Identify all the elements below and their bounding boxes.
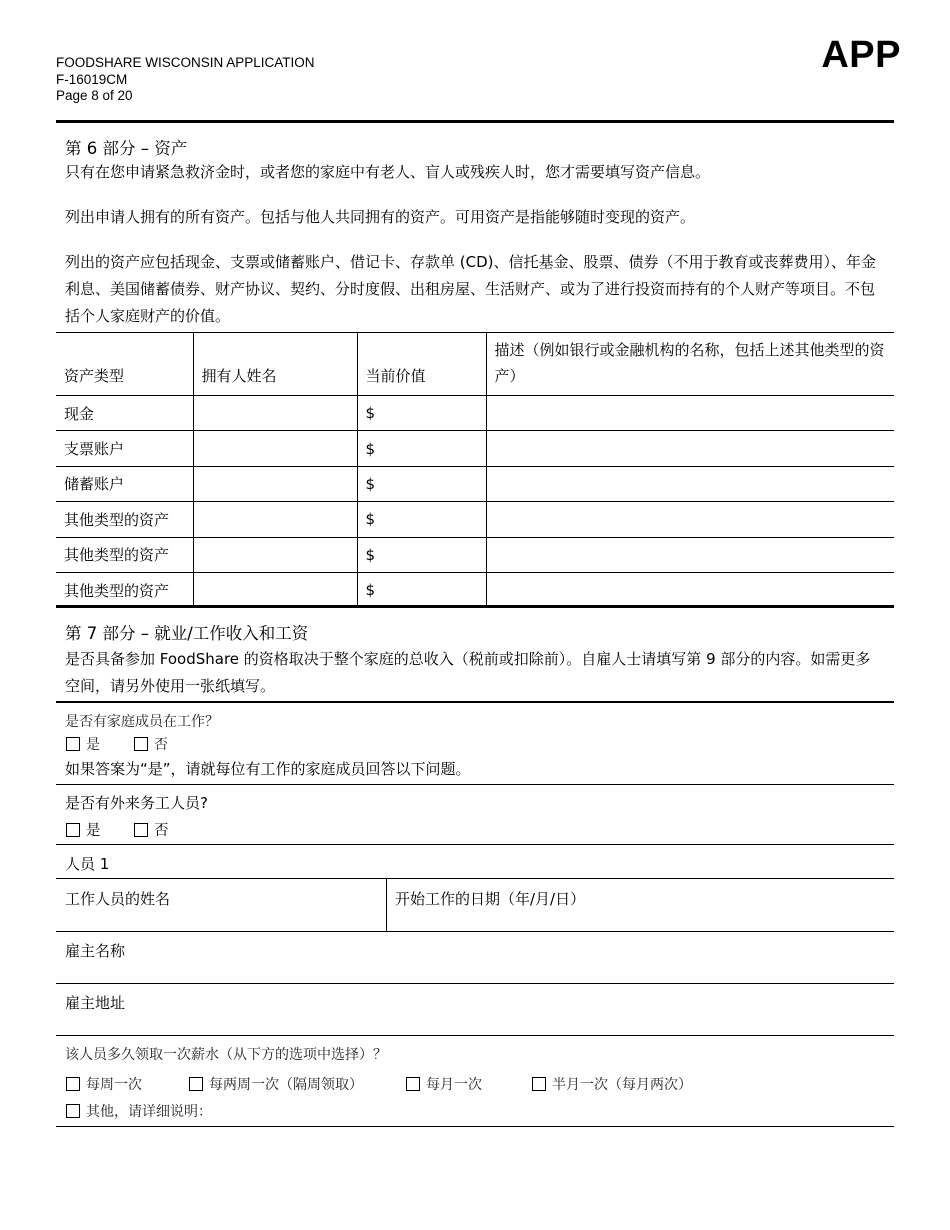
owner-name-field[interactable]	[193, 466, 357, 501]
q1-yes-checkbox[interactable]	[66, 737, 80, 751]
app-badge: APP	[821, 34, 901, 76]
employer-address-field[interactable]	[56, 984, 894, 1035]
divider	[56, 1126, 894, 1127]
employer-address-label: 雇主地址	[65, 994, 126, 1012]
value-field[interactable]: $	[357, 396, 486, 431]
description-field[interactable]	[486, 431, 894, 466]
value-field[interactable]: $	[357, 537, 486, 572]
asset-type-cell: 支票账户	[56, 431, 193, 466]
owner-name-field[interactable]	[193, 431, 357, 466]
form-title: FOODSHARE WISCONSIN APPLICATION	[56, 55, 315, 70]
section-6-paragraph-2: 列出申请人拥有的所有资产。包括与他人共同拥有的资产。可用资产是指能够随时变现的资产。	[65, 208, 696, 226]
q1-yes-label: 是	[86, 737, 100, 753]
section-7-intro: 是否具备参加 FoodShare 的资格取决于整个家庭的总收入（税前或扣除前）。自雇人士请填写第 9 部分的内容。如需更多空间，请另外使用一张纸填写。	[65, 650, 871, 695]
pay-monthly-label: 每月一次	[426, 1077, 482, 1093]
q2-yes-label: 是	[86, 823, 101, 839]
description-field[interactable]	[486, 466, 894, 501]
pay-biweekly-option[interactable]	[189, 1074, 363, 1094]
asset-type-cell: 储蓄账户	[56, 466, 193, 501]
divider	[56, 701, 894, 703]
pay-other-option[interactable]	[66, 1101, 212, 1121]
asset-type-cell: 其他类型的资产	[56, 537, 193, 572]
section-6-paragraph-3: 列出的资产应包括现金、支票或储蓄账户、借记卡、存款单 (CD)、信托基金、股票、债券（不用于教育或丧葬费用）、年金利息、美国储蓄债券、财产协议、契约、分时度假、出租房屋、生活财产、或为了进行投资而持有的个人财产等项目。不包括个人家庭财产的价值。	[65, 253, 877, 325]
description-field[interactable]	[486, 502, 894, 537]
q1-question: 是否有家庭成员在工作？	[65, 714, 219, 730]
pay-other-label: 其他，请详细说明：	[86, 1104, 212, 1120]
section-7-title: 第 7 部分 – 就业/工作收入和工资	[65, 624, 309, 643]
form-number: F-16019CM	[56, 71, 128, 87]
table-row	[56, 502, 894, 537]
pay-semimonthly-label: 半月一次（每月两次）	[552, 1077, 692, 1093]
owner-name-field[interactable]	[193, 502, 357, 537]
q2-no-label: 否	[154, 823, 169, 839]
col-current-value: 当前价值	[357, 333, 486, 396]
worker-name-field[interactable]	[56, 879, 386, 931]
description-field[interactable]	[486, 396, 894, 431]
start-date-label: 开始工作的日期（年/月/日）	[395, 890, 586, 908]
q1-no-label: 否	[154, 737, 168, 753]
value-field[interactable]: $	[357, 466, 486, 501]
table-row	[56, 431, 894, 466]
col-description: 描述（例如银行或金融机构的名称，包括上述其他类型的资产）	[486, 333, 894, 396]
section-6-title: 第 6 部分 – 资产	[65, 139, 188, 158]
q1-no-checkbox[interactable]	[134, 737, 148, 751]
col-asset-type: 资产类型	[56, 333, 193, 396]
page-number: Page 8 of 20	[56, 88, 133, 103]
q1-note: 如果答案为“是”，请就每位有工作的家庭成员回答以下问题。	[65, 760, 471, 778]
pay-semimonthly-checkbox[interactable]	[532, 1077, 546, 1091]
value-field[interactable]: $	[357, 431, 486, 466]
owner-name-field[interactable]	[193, 537, 357, 572]
pay-biweekly-label: 每两周一次（隔周领取）	[209, 1077, 363, 1093]
section-divider	[56, 120, 894, 123]
description-field[interactable]	[486, 537, 894, 572]
pay-other-checkbox[interactable]	[66, 1104, 80, 1118]
worker-name-label: 工作人员的姓名	[65, 890, 171, 908]
col-owner-name: 拥有人姓名	[193, 333, 357, 396]
table-row	[56, 396, 894, 431]
person-label: 人员 1	[65, 855, 110, 873]
asset-type-cell: 其他类型的资产	[56, 572, 193, 607]
pay-weekly-label: 每周一次	[86, 1077, 142, 1093]
start-date-field[interactable]	[387, 879, 894, 931]
owner-name-field[interactable]	[193, 396, 357, 431]
form-header	[56, 55, 315, 105]
pay-weekly-checkbox[interactable]	[66, 1077, 80, 1091]
value-field[interactable]: $	[357, 572, 486, 607]
divider	[56, 784, 894, 785]
divider	[56, 844, 894, 845]
pay-biweekly-checkbox[interactable]	[189, 1077, 203, 1091]
assets-table	[56, 332, 894, 608]
pay-weekly-option[interactable]	[66, 1074, 142, 1094]
pay-monthly-checkbox[interactable]	[406, 1077, 420, 1091]
q2-yes-checkbox[interactable]	[66, 823, 80, 837]
employer-name-field[interactable]	[56, 932, 894, 983]
q1-yes-option[interactable]	[66, 734, 100, 754]
table-row	[56, 466, 894, 501]
pay-semimonthly-option[interactable]	[532, 1074, 692, 1094]
section-divider	[56, 605, 894, 608]
section-6-paragraph-1: 只有在您申请紧急救济金时，或者您的家庭中有老人、盲人或残疾人时，您才需要填写资产信息。	[65, 163, 711, 181]
q2-no-option[interactable]	[134, 819, 169, 840]
table-row	[56, 537, 894, 572]
owner-name-field[interactable]	[193, 572, 357, 607]
description-field[interactable]	[486, 572, 894, 607]
q2-no-checkbox[interactable]	[134, 823, 148, 837]
asset-type-cell: 现金	[56, 396, 193, 431]
q2-yes-option[interactable]	[66, 819, 101, 840]
table-row	[56, 572, 894, 607]
pay-frequency-question: 该人员多久领取一次薪水（从下方的选项中选择）？	[65, 1047, 387, 1063]
asset-type-cell: 其他类型的资产	[56, 502, 193, 537]
value-field[interactable]: $	[357, 502, 486, 537]
q2-question: 是否有外来务工人员?	[65, 794, 208, 812]
divider	[56, 1035, 894, 1036]
assets-table-header	[56, 333, 894, 396]
q1-no-option[interactable]	[134, 734, 168, 754]
pay-monthly-option[interactable]	[406, 1074, 482, 1094]
employer-name-label: 雇主名称	[65, 942, 126, 960]
